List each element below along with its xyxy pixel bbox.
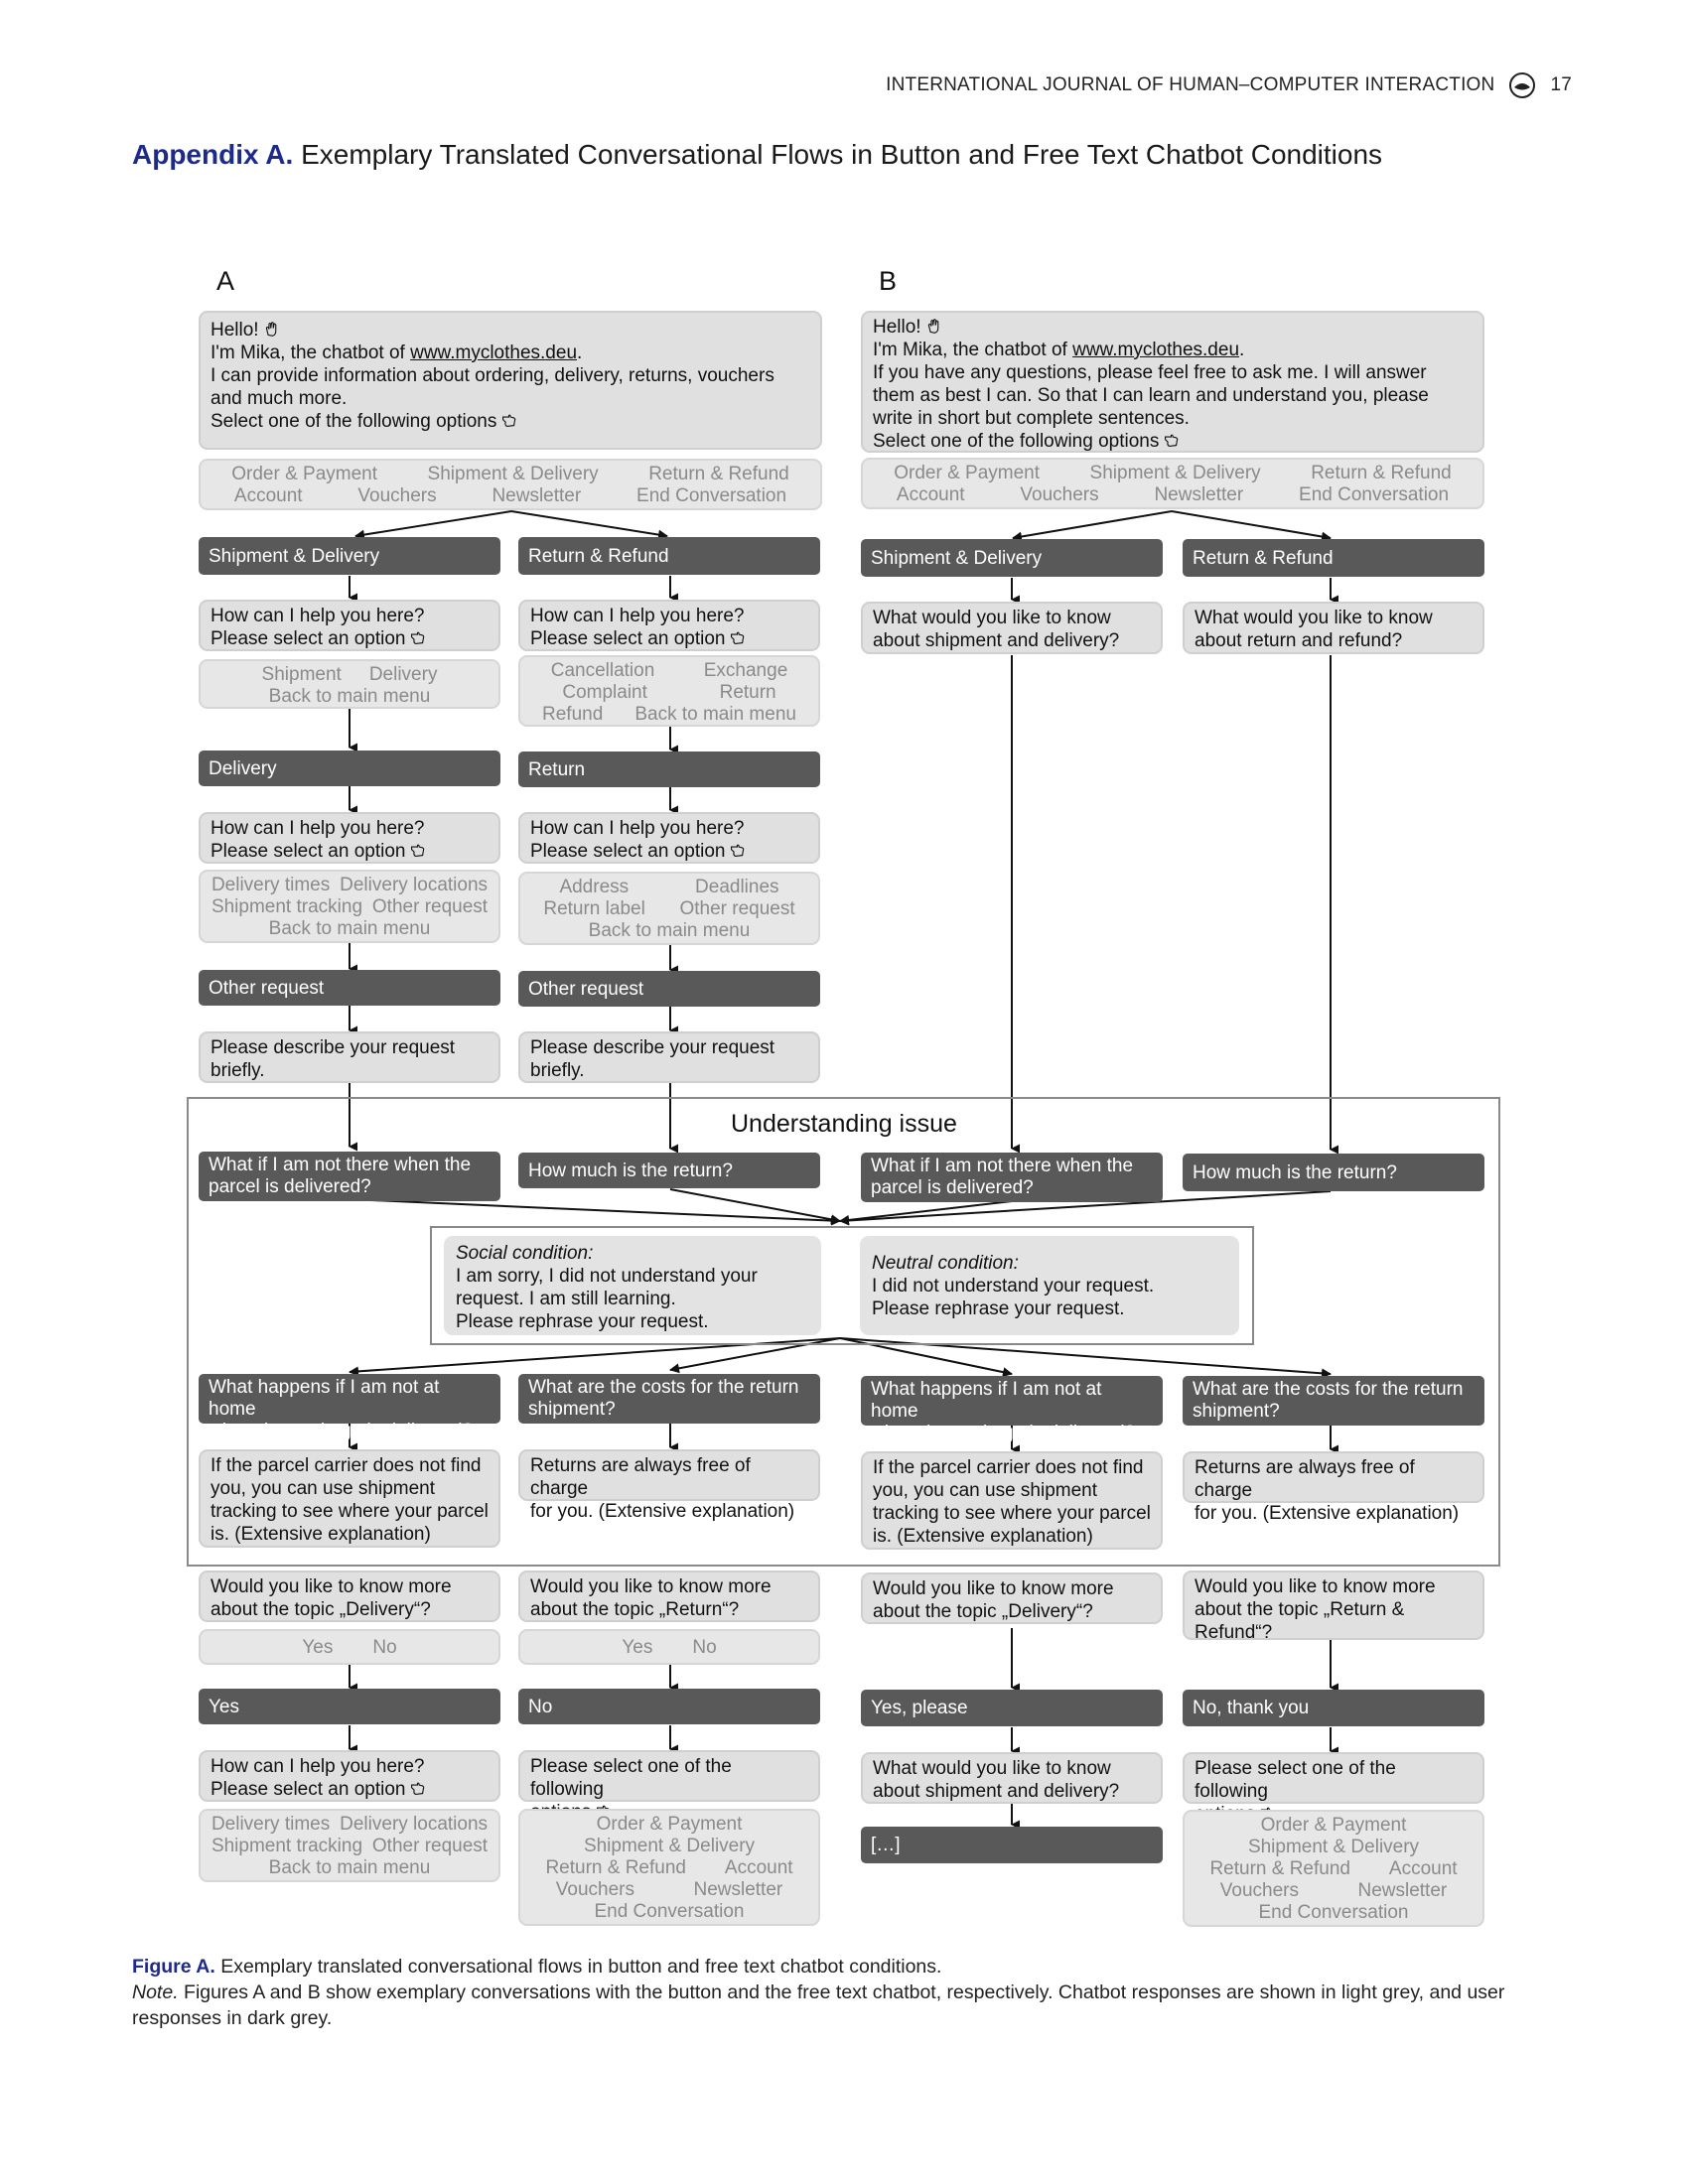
bot-line: about the topic „Delivery“?	[873, 1601, 1093, 1622]
user-line: What if I am not there when the	[209, 1155, 472, 1175]
a-right-user-other-request: Other request	[518, 971, 820, 1007]
btn-end-conversation[interactable]: End Conversation	[636, 485, 787, 506]
appendix-heading: Exemplary Translated Conversational Flows in Button and Free Text Chatbot Conditions	[301, 139, 1383, 170]
social-line: I am sorry, I did not understand your	[456, 1266, 758, 1287]
a-left-bot-answer	[199, 1449, 500, 1548]
btn-shipment-tracking[interactable]: Shipment tracking	[211, 1836, 363, 1856]
bot-line: about the topic „Return &	[1195, 1599, 1405, 1620]
b-main-menu-buttons	[861, 458, 1484, 509]
a-right-bot-know-more	[518, 1570, 820, 1622]
b-left-bot-answer	[861, 1451, 1163, 1550]
b-right-user-no-thanks: No, thank you	[1183, 1690, 1484, 1726]
a-left-bot-help	[199, 600, 500, 651]
user-line: What are the costs for the return	[1193, 1379, 1464, 1400]
btn-delivery-times[interactable]: Delivery times	[211, 1814, 331, 1835]
btn-delivery[interactable]: Delivery	[368, 664, 438, 685]
b-intro-prefix: I'm Mika, the chatbot of	[873, 340, 1073, 360]
bot-line: Would you like to know more	[873, 1578, 1114, 1599]
pointing-hand-icon	[500, 412, 517, 429]
b-greeting-line4: write in short but complete sentences.	[873, 408, 1190, 429]
figure-caption	[132, 1954, 1562, 2031]
a-intro-suffix: .	[577, 342, 583, 363]
btn-end-conversation[interactable]: End Conversation	[594, 1901, 745, 1922]
bot-line: Please select an option	[530, 628, 726, 649]
panel-a-letter: A	[216, 266, 235, 296]
a-intro-prefix: I'm Mika, the chatbot of	[211, 342, 411, 363]
b-right-user-rephrased	[1183, 1376, 1484, 1426]
a-greeting-line3: and much more.	[211, 388, 348, 409]
b-right-bot-know-more	[1183, 1570, 1484, 1643]
pointing-hand-icon	[409, 842, 426, 859]
figure-label: Figure A.	[132, 1956, 215, 1978]
bot-line: Please select an option	[211, 628, 406, 649]
waving-hand-icon	[263, 321, 280, 338]
b-intro-suffix: .	[1239, 340, 1245, 360]
a-left-bot-help2	[199, 812, 500, 864]
bot-line: Refund“?	[1195, 1622, 1273, 1643]
btn-return[interactable]: Return	[719, 682, 776, 703]
user-line: shipment?	[528, 1399, 616, 1420]
btn-shipment-delivery[interactable]: Shipment & Delivery	[427, 464, 599, 484]
bot-line: you, you can use shipment	[873, 1480, 1098, 1501]
bot-line: tracking to see where your parcel	[211, 1501, 489, 1522]
btn-newsletter[interactable]: Newsletter	[693, 1879, 783, 1900]
pointing-hand-icon	[729, 842, 746, 859]
b-left-user-ellipsis: […]	[861, 1827, 1163, 1863]
understanding-issue-title: Understanding issue	[731, 1110, 957, 1138]
social-condition-label: Social condition:	[456, 1243, 594, 1264]
bot-line: Please select an option	[211, 841, 406, 862]
btn-return-label[interactable]: Return label	[543, 898, 645, 919]
a-right-user-return: Return	[518, 751, 820, 787]
user-line: What happens if I am not at home	[209, 1377, 440, 1420]
bot-line: briefly.	[211, 1060, 265, 1081]
a-left-buttons3	[199, 1809, 500, 1882]
b-left-bot-question2	[861, 1752, 1163, 1804]
pointing-hand-icon	[1163, 432, 1180, 449]
btn-back-main-menu[interactable]: Back to main menu	[268, 686, 431, 707]
a-right-bot-select	[518, 1750, 820, 1802]
btn-newsletter[interactable]: Newsletter	[1154, 484, 1244, 505]
bot-line: Please select one of the following	[530, 1756, 732, 1800]
btn-account[interactable]: Account	[724, 1857, 793, 1878]
social-line: request. I am still learning.	[456, 1289, 676, 1309]
btn-refund[interactable]: Refund	[542, 704, 604, 725]
a-right-yes-no-buttons	[518, 1629, 820, 1665]
bot-line: How can I help you here?	[530, 606, 745, 626]
user-line: What happens if I am not at home	[871, 1379, 1102, 1422]
btn-account[interactable]: Account	[233, 485, 303, 506]
btn-delivery-times[interactable]: Delivery times	[211, 875, 331, 895]
btn-delivery-locations[interactable]: Delivery locations	[340, 1814, 489, 1835]
bot-line: about shipment and delivery?	[873, 1781, 1120, 1802]
bot-line: Please select one of the following	[1195, 1758, 1396, 1802]
bot-line: for you. (Extensive explanation)	[530, 1501, 795, 1522]
a-chatbot-url-link[interactable]: www.myclothes.deu	[410, 342, 578, 363]
user-line: parcel is delivered?	[871, 1177, 1034, 1198]
bot-line: If the parcel carrier does not find	[873, 1457, 1144, 1478]
bot-line: is. (Extensive explanation)	[873, 1526, 1093, 1547]
btn-no[interactable]: No	[372, 1637, 397, 1658]
a-hello: Hello!	[211, 320, 259, 341]
btn-newsletter[interactable]: Newsletter	[1357, 1880, 1448, 1901]
bot-line: you, you can use shipment	[211, 1478, 436, 1499]
btn-vouchers[interactable]: Vouchers	[1219, 1880, 1299, 1901]
b-greeting-line3: them as best I can. So that I can learn and understand you, please	[873, 385, 1429, 406]
bot-line: Please describe your request	[211, 1037, 456, 1058]
bot-line: about the topic „Delivery“?	[211, 1599, 431, 1620]
b-left-user-shipment-delivery: Shipment & Delivery	[861, 539, 1163, 577]
a-right-bot-help	[518, 600, 820, 651]
a-left-user-other-request: Other request	[199, 970, 500, 1006]
note-text: Figures A and B show exemplary conversations with the button and the free text chatbot, respectively. Chatbot responses are shown in light grey, and user responses in dark grey.	[132, 1981, 1505, 2029]
btn-shipment-delivery[interactable]: Shipment & Delivery	[1089, 463, 1261, 483]
a-right-bot-answer	[518, 1449, 820, 1522]
bot-line: about return and refund?	[1195, 630, 1403, 651]
b-greeting-line5: Select one of the following options	[873, 431, 1160, 452]
b-left-user-yes-please: Yes, please	[861, 1690, 1163, 1726]
btn-address[interactable]: Address	[559, 877, 630, 897]
btn-back-main-menu[interactable]: Back to main menu	[588, 920, 751, 941]
a-main-menu-buttons	[199, 459, 822, 510]
btn-back-main-menu[interactable]: Back to main menu	[268, 918, 431, 939]
a-right-bot-help2	[518, 812, 820, 864]
bot-line: tracking to see where your parcel	[873, 1503, 1151, 1524]
bot-line: How can I help you here?	[211, 818, 425, 839]
user-line: What if I am not there when the	[871, 1156, 1134, 1176]
btn-shipment[interactable]: Shipment	[261, 664, 342, 685]
a-left-user-delivery: Delivery	[199, 751, 500, 786]
user-line: when the package is delivered?	[871, 1423, 1136, 1443]
a-right-main-buttons	[518, 1809, 820, 1926]
b-right-user-return-refund: Return & Refund	[1183, 539, 1484, 577]
user-line: when the package is delivered?	[209, 1421, 474, 1441]
btn-other-request[interactable]: Other request	[371, 896, 489, 917]
bot-line: Please select an option	[530, 841, 726, 862]
page-number: 17	[1550, 74, 1572, 95]
a-left-bot-help3	[199, 1750, 500, 1802]
btn-account[interactable]: Account	[896, 484, 965, 505]
bot-line: Returns are always free of charge	[1195, 1457, 1415, 1501]
a-left-user-shipment-delivery: Shipment & Delivery	[199, 537, 500, 575]
a-left-user-question	[199, 1152, 500, 1201]
btn-vouchers[interactable]: Vouchers	[1020, 484, 1099, 505]
b-left-bot-know-more	[861, 1572, 1163, 1624]
a-left-buttons1	[199, 659, 500, 709]
a-right-user-no: No	[518, 1689, 820, 1724]
btn-other-request[interactable]: Other request	[679, 898, 795, 919]
a-left-buttons2	[199, 870, 500, 943]
neutral-condition-bubble	[860, 1236, 1239, 1335]
social-condition-bubble	[444, 1236, 821, 1335]
bot-line: Returns are always free of charge	[530, 1455, 751, 1499]
btn-order-payment[interactable]: Order & Payment	[596, 1814, 743, 1835]
a-left-yes-no-buttons	[199, 1629, 500, 1665]
btn-complaint[interactable]: Complaint	[562, 682, 647, 703]
a-right-buttons2	[518, 872, 820, 945]
a-greeting-bubble	[199, 311, 822, 450]
btn-no[interactable]: No	[692, 1637, 717, 1658]
user-line: shipment?	[1193, 1401, 1280, 1422]
social-line: Please rephrase your request.	[456, 1311, 709, 1332]
b-right-bot-answer	[1183, 1451, 1484, 1524]
pointing-hand-icon	[729, 629, 746, 646]
neutral-line: I did not understand your request.	[872, 1276, 1155, 1297]
btn-delivery-locations[interactable]: Delivery locations	[340, 875, 489, 895]
btn-end-conversation[interactable]: End Conversation	[1299, 484, 1450, 505]
b-chatbot-url-link[interactable]: www.myclothes.deu	[1072, 340, 1240, 360]
a-right-bot-describe	[518, 1031, 820, 1083]
btn-return-refund[interactable]: Return & Refund	[648, 464, 789, 484]
bot-line: How can I help you here?	[211, 606, 425, 626]
user-line: What are the costs for the return	[528, 1377, 799, 1398]
pointing-hand-icon	[409, 1780, 426, 1797]
neutral-line: Please rephrase your request.	[872, 1298, 1125, 1319]
bot-line: Would you like to know more	[1195, 1576, 1436, 1597]
a-left-user-rephrased	[199, 1374, 500, 1441]
a-left-bot-know-more	[199, 1570, 500, 1622]
btn-cancellation[interactable]: Cancellation	[550, 660, 655, 681]
neutral-condition-label: Neutral condition:	[872, 1253, 1019, 1274]
bot-line: If the parcel carrier does not find	[211, 1455, 482, 1476]
a-right-user-rephrased	[518, 1374, 820, 1424]
a-right-user-question: How much is the return?	[518, 1153, 820, 1188]
panel-b-letter: B	[879, 266, 898, 296]
figure-caption-text: Exemplary translated conversational flows in button and free text chatbot conditions.	[220, 1956, 942, 1978]
bot-line: about shipment and delivery?	[873, 630, 1120, 651]
b-right-bot-select	[1183, 1752, 1484, 1804]
btn-shipment-delivery[interactable]: Shipment & Delivery	[1247, 1837, 1420, 1857]
btn-yes[interactable]: Yes	[622, 1637, 653, 1658]
btn-order-payment[interactable]: Order & Payment	[894, 463, 1041, 483]
appendix-label: Appendix A.	[132, 139, 294, 170]
btn-newsletter[interactable]: Newsletter	[492, 485, 582, 506]
btn-vouchers[interactable]: Vouchers	[357, 485, 437, 506]
btn-back-main-menu[interactable]: Back to main menu	[268, 1857, 431, 1878]
bot-line: What would you like to know	[873, 608, 1111, 628]
b-right-main-buttons	[1183, 1810, 1484, 1927]
bot-line: about the topic „Return“?	[530, 1599, 740, 1620]
b-greeting-bubble	[861, 311, 1484, 453]
bot-line: How can I help you here?	[530, 818, 745, 839]
btn-return-refund[interactable]: Return & Refund	[1311, 463, 1452, 483]
btn-return-refund[interactable]: Return & Refund	[545, 1857, 686, 1878]
a-greeting-line4: Select one of the following options	[211, 411, 497, 432]
bot-line: is. (Extensive explanation)	[211, 1524, 431, 1545]
bot-line: Would you like to know more	[211, 1576, 452, 1597]
b-right-bot-question	[1183, 602, 1484, 654]
bot-line: briefly.	[530, 1060, 585, 1081]
btn-deadlines[interactable]: Deadlines	[695, 877, 779, 897]
btn-vouchers[interactable]: Vouchers	[555, 1879, 634, 1900]
journal-name: INTERNATIONAL JOURNAL OF HUMAN–COMPUTER INTERACTION	[886, 74, 1495, 95]
btn-back-main-menu[interactable]: Back to main menu	[634, 704, 796, 725]
btn-end-conversation[interactable]: End Conversation	[1258, 1902, 1409, 1923]
bot-line: Please select an option	[211, 1779, 406, 1800]
b-greeting-line2: If you have any questions, please feel free to ask me. I will answer	[873, 362, 1427, 383]
b-hello: Hello!	[873, 317, 921, 338]
a-right-user-return-refund: Return & Refund	[518, 537, 820, 575]
bot-line: How can I help you here?	[211, 1756, 425, 1777]
a-left-bot-describe	[199, 1031, 500, 1083]
btn-account[interactable]: Account	[1388, 1858, 1458, 1879]
a-right-buttons1	[518, 655, 820, 727]
btn-yes[interactable]: Yes	[302, 1637, 334, 1658]
btn-other-request[interactable]: Other request	[371, 1836, 489, 1856]
btn-return-refund[interactable]: Return & Refund	[1209, 1858, 1350, 1879]
a-greeting-line2: I can provide information about ordering, delivery, returns, vouchers	[211, 365, 774, 386]
bot-line: Would you like to know more	[530, 1576, 772, 1597]
pointing-hand-icon	[409, 629, 426, 646]
btn-shipment-tracking[interactable]: Shipment tracking	[211, 896, 363, 917]
bot-line: What would you like to know	[873, 1758, 1111, 1779]
btn-order-payment[interactable]: Order & Payment	[231, 464, 378, 484]
b-left-user-question	[861, 1153, 1163, 1202]
btn-shipment-delivery[interactable]: Shipment & Delivery	[583, 1836, 756, 1856]
note-label: Note.	[132, 1981, 179, 2003]
b-left-bot-question	[861, 602, 1163, 654]
waving-hand-icon	[925, 318, 942, 335]
user-line: parcel is delivered?	[209, 1176, 371, 1197]
bot-line: What would you like to know	[1195, 608, 1433, 628]
btn-exchange[interactable]: Exchange	[703, 660, 788, 681]
b-left-user-rephrased	[861, 1376, 1163, 1443]
btn-order-payment[interactable]: Order & Payment	[1260, 1815, 1407, 1836]
bot-line: Please describe your request	[530, 1037, 775, 1058]
b-right-user-question: How much is the return?	[1183, 1154, 1484, 1191]
bot-line: for you. (Extensive explanation)	[1195, 1503, 1460, 1524]
a-left-user-yes: Yes	[199, 1689, 500, 1724]
